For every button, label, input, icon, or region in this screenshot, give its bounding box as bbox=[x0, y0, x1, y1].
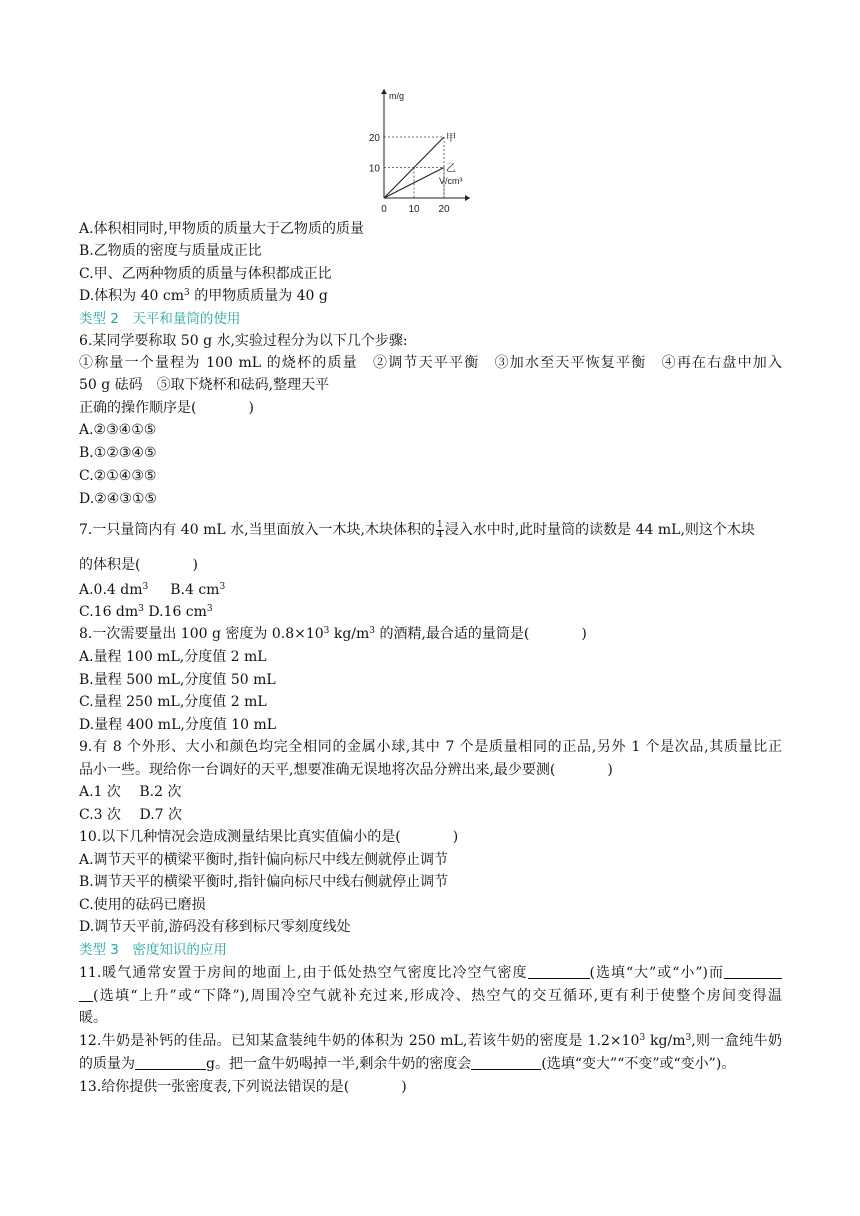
q12-blank-1[interactable] bbox=[135, 1055, 206, 1070]
q11-line1: 11.暖气通常安置于房间的地面上,由于低处热空气密度比冷空气密度 (选填“大”或“小”)而 bbox=[79, 963, 782, 983]
q9-stem-line1: 9.有 8 个外形、大小和颜色均完全相同的金属小球,其中 7 个是质量相同的正品,另外 1 个是次品,其质量比正 bbox=[79, 739, 782, 755]
q11-line2: (选填“上升”或“下降”),周围冷空气就补充过来,形成冷、热空气的交互循环,更有利于使整个房间变得温 bbox=[79, 986, 782, 1006]
y-tick-label: 20 bbox=[368, 133, 380, 144]
q10-stem: 10.以下几种情况会造成测量结果比真实值偏小的是( ) bbox=[79, 829, 459, 845]
q6-steps-line2: 50 g 砝码 ⑤取下烧杯和砝码,整理天平 bbox=[79, 377, 330, 393]
q10-option-b: B.调节天平的横梁平衡时,指针偏向标尺中线右侧就停止调节 bbox=[79, 874, 449, 890]
q11-blank-1[interactable] bbox=[528, 964, 590, 979]
series-label-2: 乙 bbox=[446, 163, 456, 175]
q10-option-a: A.调节天平的横梁平衡时,指针偏向标尺中线左侧就停止调节 bbox=[79, 852, 449, 868]
q12-blank-2[interactable] bbox=[471, 1055, 541, 1070]
q7-options-ab: A.0.4 $dm^3$ B.4 $cm^3$ bbox=[79, 582, 226, 598]
q8-option-d: D.量程 400 mL,分度值 10 mL bbox=[79, 717, 277, 733]
x-tick-label: 0 bbox=[381, 204, 387, 215]
y-tick-label: 10 bbox=[368, 163, 380, 175]
section-heading-2: 类型 2 天平和量筒的使用 bbox=[79, 311, 241, 327]
q6-question: 正确的操作顺序是( ) bbox=[79, 400, 254, 416]
y-axis-arrow bbox=[381, 89, 387, 94]
x-tick-label: 10 bbox=[408, 204, 420, 215]
section-heading-3: 类型 3 密度知识的应用 bbox=[79, 942, 227, 958]
x-axis-arrow bbox=[465, 195, 470, 201]
q8-stem: 8.一次需要量出 100 g 密度为 $0.8\times 10^3$ $kg/m^3$ 的酒精,最合适的量筒是( ) bbox=[79, 626, 587, 642]
q6-stem: 6.某同学要称取 50 g 水,实验过程分为以下几个步骤: bbox=[79, 333, 408, 349]
q9-options-ab: A.1 次 B.2 次 bbox=[79, 784, 182, 800]
q12-line1: 12.牛奶是补钙的佳品。已知某盒装纯牛奶的体积为 250 mL,若该牛奶的密度是 $1.2\times 10^3$ $kg/m^3$,则一盒纯牛奶 bbox=[79, 1033, 782, 1049]
y-axis-label: m/g bbox=[389, 91, 405, 101]
q6-option-c: C.②①④③⑤ bbox=[79, 468, 157, 484]
q13-stem: 13.给你提供一张密度表,下列说法错误的是( ) bbox=[79, 1079, 407, 1095]
q7-stem: 7.一只量筒内有 40 mL 水,当里面放入一木块,木块体积的 $\frac{1}{4}$ 浸入水中时,此时量筒的读数是 44 mL,则这个木块 bbox=[79, 519, 755, 540]
q10-option-c: C.使用的砝码已磨损 bbox=[79, 897, 206, 913]
q11-blank-2b[interactable] bbox=[79, 987, 93, 1002]
fraction-one-quarter: $\frac{1}{4}$ bbox=[437, 519, 443, 540]
q5-option-c: C.甲、乙两种物质的质量与体积都成正比 bbox=[79, 266, 332, 282]
q9-options-cd: C.3 次 D.7 次 bbox=[79, 807, 183, 823]
q9-stem-line2: 品小一些。现给你一台调好的天平,想要准确无误地将次品分辨出来,最少要测( ) bbox=[79, 762, 613, 778]
q7-options-cd: C.16 $dm^3$ D.16 $cm^3$ bbox=[79, 604, 213, 620]
q6-option-b: B.①②③④⑤ bbox=[79, 445, 157, 461]
q6-steps-line1: ①称量一个量程为 100 mL 的烧杯的质量 ②调节天平平衡 ③加水至天平恢复平衡 ④再在右盘中加入 bbox=[79, 355, 782, 371]
q8-option-a: A.量程 100 mL,分度值 2 mL bbox=[79, 649, 267, 665]
series-label-1: 甲 bbox=[446, 133, 456, 144]
q12-line2: 的质量为 g。把一盒牛奶喝掉一半,剩余牛奶的密度会 (选填“变大”“不变”或“变小”)。 bbox=[79, 1056, 736, 1072]
q5-option-a: A.体积相同时,甲物质的质量大于乙物质的质量 bbox=[79, 221, 365, 237]
q8-option-c: C.量程 250 mL,分度值 2 mL bbox=[79, 694, 267, 710]
q11-line3: 暖。 bbox=[79, 1010, 107, 1026]
x-tick-label: 20 bbox=[438, 204, 450, 215]
q5-option-b: B.乙物质的密度与质量成正比 bbox=[79, 243, 262, 259]
q7-question: 的体积是( ) bbox=[79, 557, 198, 573]
q6-option-a: A.②③④①⑤ bbox=[79, 422, 157, 438]
x-axis-label: V/cm³ bbox=[439, 176, 463, 186]
mass-volume-chart bbox=[0, 0, 860, 220]
q8-option-b: B.量程 500 mL,分度值 50 mL bbox=[79, 672, 276, 688]
q5-option-d: D.体积为 40 $cm^3$ 的甲物质质量为 40 g bbox=[79, 288, 328, 304]
q11-blank-2a[interactable] bbox=[724, 964, 782, 979]
q6-option-d: D.②④③①⑤ bbox=[79, 491, 157, 507]
q10-option-d: D.调节天平前,游码没有移到标尺零刻度线处 bbox=[79, 919, 351, 935]
